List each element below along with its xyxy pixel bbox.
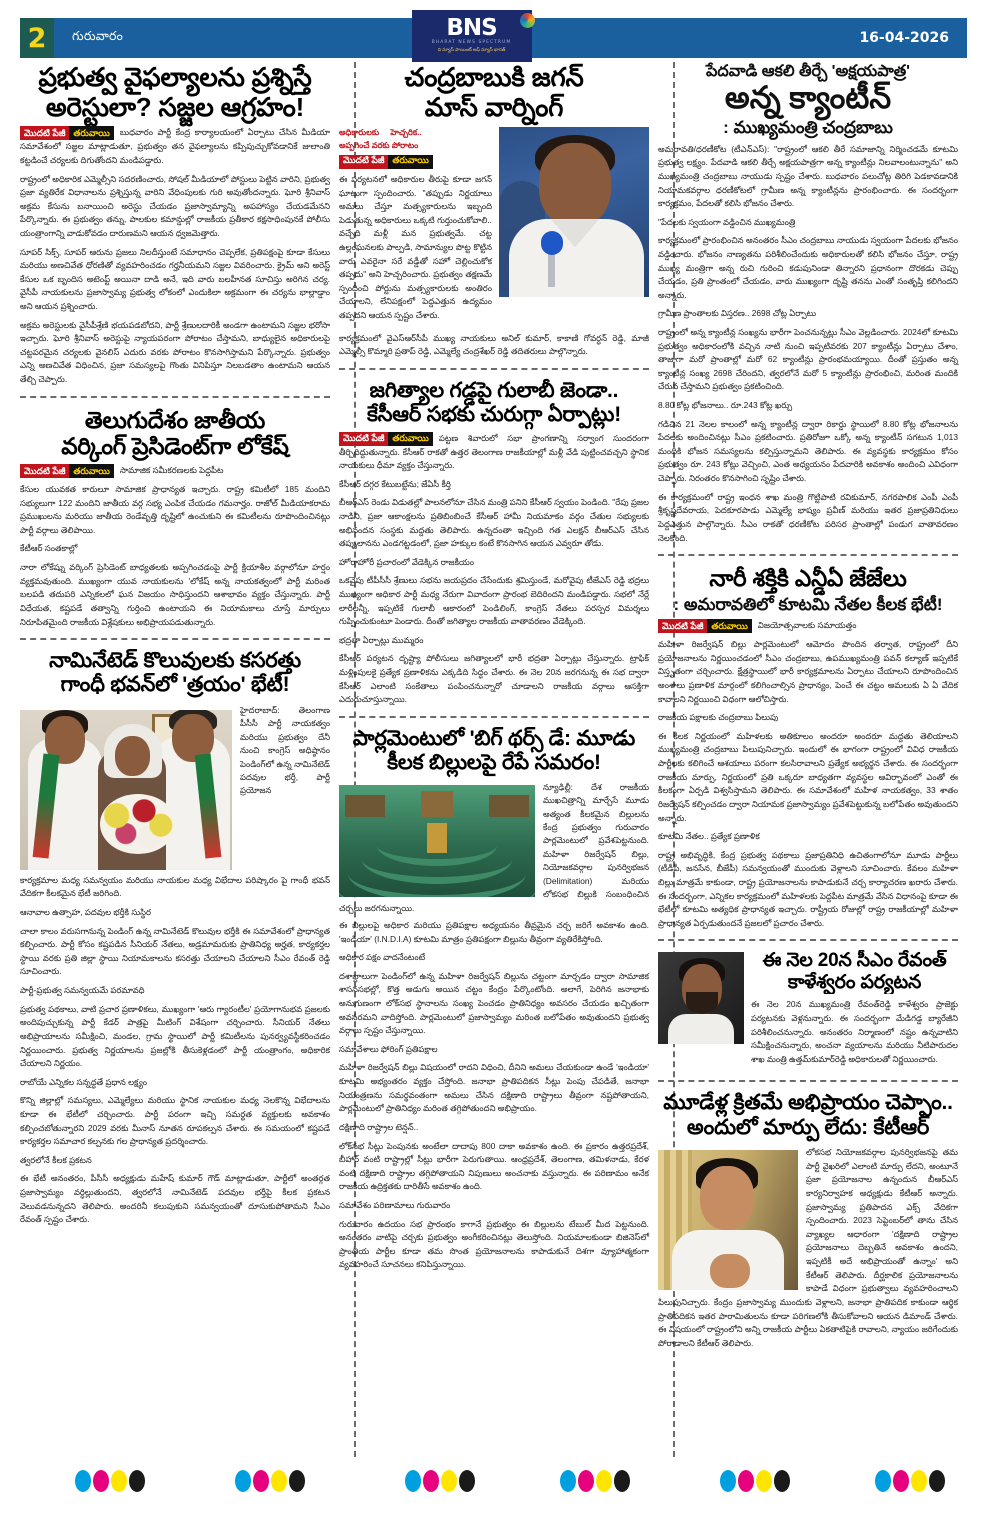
red-subhead-1: అధికారులకు xyxy=(339,128,380,138)
badge-part-2: తరువాయి xyxy=(388,155,432,169)
sub-heading: రాజకీయ పక్షాలకు చంద్రబాబు పిలుపు xyxy=(658,712,779,723)
paragraph: కార్యక్రమంలో ప్రారంభించిన అనంతరం సీఎం చంద్రబాబు నాయుడు స్వయంగా పేదలకు భోజనం వడ్డించారు. భోజనం నాణ్యతను పరిశీలించేందుకు అధికారులతో కలిసి భోజనం చేస్తూ, రాష్ట్ర ముఖ్య మంత్రిగా అన్న రుచి గురించి కడుపునిండా తిన్నారని ప్రధానంగా దొరకడు చెప్పు చేయడం, ప్రతి ప్రాంతంలో చేయడం, వారు ముఖ్యంగా దృష్టి తనను ఎంతో సంతృప్తి కలిగిందని అన్నారు. xyxy=(658,235,958,300)
photo-jagan-speaking xyxy=(499,127,649,297)
continuation-badge xyxy=(339,155,433,169)
logo-telugu-tagline: ది న్యూస్ పాయింట్ అఫ్ న్యూస్ భారత్ xyxy=(437,47,506,53)
paragraph: రాష్ట్ర అభివృద్ధికి, కేంద్ర ప్రభుత్వ పథకాలు ప్రజాప్రతినిధి ఉచితంగాలోనూ మూడు పార్టీలు (టీడీపీ, జనసేన, బీజేపీ) సమన్వయంతో ముందుకు వెళ్లాలని సూచించారు. కేవలం మహిళా బిల్లు మాత్రమే కాకుండా, రాష్ట్ర ప్రయోజనాలను కాపాడుకునే చర్చ కార్యాచరణ ఖరారు చేశారు. ఈ సందర్భంగా, ఎన్నికల కార్యక్రమంలో మహిళలకు పెద్దపీట మాత్రమే వేసిన విధానంపై కూడా ఈ భేటీలో కూటమి అత్యధిక ప్రాధాన్యత ఇచ్చారు. రాష్ట్రీయ రోజుల్లో రాష్ట్ర రాజకీయాల్లో మహిళా ప్రాధాన్యత ఏర్పడుతుందనే ప్రజలలో ప్రచారం చేశారు. xyxy=(658,849,958,928)
registration-dot xyxy=(441,1470,457,1492)
column-2 xyxy=(339,62,649,1457)
paragraph: ఈ నెల 20న ముఖ్యమంత్రి రేవంత్‌రెడ్డి కాళేశ్వరం ప్రాజెక్టు పర్యటనకు వెళ్లనున్నారు. ఈ సందర్భంగా మేడిగడ్డ బ్యారేజీని పరిశీలించనున్నారు. అనంతరం నిర్మాణంలో నష్టం ఉన్నవాటిని సమీక్షించనున్నారు, అంచనా వ్యయాలను మరియు నీటిపారుదల శాఖ మంత్రి ఉత్తమ్‌కుమార్‌రెడ్డి అధికారులతో నిర్ణయించారు. xyxy=(751,999,958,1064)
reg-mark-group xyxy=(75,1470,145,1492)
badge-part-2: తరువాయి xyxy=(69,126,113,140)
sub-heading: విజయోత్సవాలకు సమాయత్తం xyxy=(757,620,857,631)
registration-dot xyxy=(929,1470,945,1492)
paragraph: ఈ పర్యటనలో అధికారుల తీరుపై కూడా జగన్ ఘాటుగా స్పందించారు. "తప్పుడు నిర్ణయాలు అమలు చేస్తూ మత్స్యకారులను ఇబ్బంది పెడుతున్న అధికారులు ఒక్కటి గుర్తుంచుకోవాలి.. వచ్చేది మళ్లీ మన ప్రభుత్వమే. చట్ట ఉల్లంఘనలకు పాల్పడి, సామాన్యుల పొట్ట కొట్టిన వారు ఎవరైనా సరే వడ్డీతో సహో చెల్లించుకోక తప్పదు" అని హెచ్చరించారు. ప్రభుత్వం తక్షణమే స్పందించి పోర్టును మత్స్యకారులకు అంతిరం చేయాలని, లేనిపక్షంలో పెద్దఎత్తున ఉద్యమం తప్పదని ఆయన స్పష్టం చేశారు. xyxy=(339,173,492,320)
badge-part-1: మొదటి పేజీ xyxy=(20,126,69,140)
headline-subline: : అమరావతిలో కూటమి నేతల కీలక భేటీ! xyxy=(673,594,943,614)
registration-dot xyxy=(875,1470,891,1492)
sub-heading: ఆనావాల ఉత్సాహ, పదవుల భర్తీకి సుస్థిర xyxy=(20,907,151,918)
badge-part-2: తరువాయి xyxy=(388,432,432,446)
headline-line-1: చంద్రబాబుకి జగన్ xyxy=(404,62,584,92)
article-body xyxy=(339,919,649,1272)
registration-dot xyxy=(459,1470,475,1492)
page-number: 2 xyxy=(27,22,47,54)
paragraph: కార్యక్రమంలో వైఎస్ఆర్‌సీపీ ముఖ్య నాయకులు అనిల్ కుమార్, కాకాణి గోవర్ధన్ రెడ్డి, మాజీ ఎమ్మెల్సీ కొమ్మారి ప్రతాప్ రెడ్డి, ఎమ్మెల్యే చంద్రశేఖర్ రెడ్డి తదితరులు పాల్గొన్నారు. xyxy=(339,332,649,357)
paragraph: కార్యక్రమాల మధ్య సమన్వయం మరియు నాయకుల మధ్య విభేదాల పరిష్కారం పై గాంధీ భవన్ వేదికగా కీలకమైన భేటీ జరిగింది. xyxy=(20,874,330,899)
photo-gandhi-bhavan-meeting xyxy=(20,710,232,870)
registration-dot xyxy=(756,1470,772,1492)
publication-date: 16-04-2026 xyxy=(859,30,949,46)
headline-line-2: అరెస్టులా? సజ్జల ఆగ్రహం! xyxy=(45,92,305,123)
white-shirt xyxy=(668,1014,734,1044)
photo-caption: న్యూఢిల్లీ: దేశ రాజకీయ ముఖచిత్రాన్ని మార్చేసే మూడు అత్యంత కీలకమైన బిల్లులను కేంద్ర ప్రభుత్వం గురువారం పార్లమెంటులో ప్రవేశపెట్టనుంది. మహిళా రిజర్వేషన్ బిల్లు, నియోజకవర్గాల పునర్విభజన (Delimitation) మరియు లోకసభ బిల్లుకి సంబంధించిన చర్చలు జరగనున్నాయి. xyxy=(339,781,649,913)
day-label: గురువారం xyxy=(72,29,124,43)
article-nari-shakti xyxy=(658,565,958,930)
headline-line-2: మాస్ వార్నింగ్ xyxy=(424,92,564,123)
sub-heading: సమావేశాలు ఫోరింగ్ ప్రతిపక్షాల xyxy=(339,1043,438,1054)
article-body xyxy=(20,874,330,1227)
registration-dot xyxy=(893,1470,909,1492)
article-nominated-posts xyxy=(20,649,330,1227)
logo-swirl-icon xyxy=(520,13,535,28)
continuation-badge xyxy=(20,126,114,140)
paragraph: నారా లోకేష్ను వర్కింగ్ ప్రెసిడెంట్ బాధ్యతలకు అప్పగించడంపై పార్టీ క్రియాశీల వర్గాలోనూ హర్షం వ్యక్తమవుతుంది. ముఖ్యంగా యువ నాయకులను 'లోకేష్ అన్న నాయకత్వంలో పార్టీ మరింత బలపడి తదుపరి ఎన్నికలలో ఘన విజయం సాధిస్తుందని ఆశాభావం వ్యక్తం చేస్తున్నారు. పార్టీ విధేయత, కష్టపడే తత్వాన్ని గుర్తించి ఉంటాయని ఈ నియామకాలు చూస్తే మార్పులు నిరూపితమైంది రాజకీయ విశ్లేషకులు అభిప్రాయపడుతున్నారు. xyxy=(20,562,330,627)
sub-heading: హోరాహోరీ ప్రచారంలో వేడెక్కిన రాజకీయం xyxy=(339,556,475,567)
section-divider xyxy=(20,638,330,640)
paragraph: లోకసభ నియోజకవర్గాల పునర్విభజనపై తమ పార్టీ వైఖరిలో ఎలాంటి మార్పు లేదని, అంటూనే ప్రజా ప్రయోజనాల ఉన్నందున బీఆర్ఎస్ కార్యనిర్వాహక అధ్యక్షుడు కేటీఆర్ అన్నారు. ప్రజాస్వామ్య ప్రతిపాదన ఎక్స్‌ వేదికగా స్పందించారు. 2023 సెప్టెంబర్‌లో తాను చేసిన వ్యాఖ్యల ఆధారంగా 'దక్షిణాది రాష్ట్రాల ప్రయోజనాలు దెబ్బతినే అవకాశం ఉందని, ఇప్పటికీ అదే అభిప్రాయంతో ఉన్నాం' అని కేటీఆర్ తెలిపారు. దీర్ఘకాలిక ప్రయోజనాలను కాపాడే విధంగా ప్రభుత్వాలు వ్యవహరించాలని పిలుపునిచ్చారు. కేంద్రం ప్రజాస్వామ్య ముందుకు వెళ్లాలని, జనాభా ప్రాతిపదిక కాకుండా ఆర్థిక ప్రాతిపదికన ఇతర పారామితులను కూడా పరిగణలోకి తీసుకోవాలని ఆయన డిమాండ్ చేశారు. ఈ విషయంలో రాష్ట్రంలోని అన్ని రాజకీయ పార్టీలు ఏకతాటిపైకి రావాలని, న్యాయం జరిగేందుకు పోరాడాలని కేటీఆర్ తెలిపారు. xyxy=(658,1147,958,1348)
article-body xyxy=(339,432,649,707)
paragraph: గడిచిన 21 నెలల కాలంలో అన్న క్యాంటీన్ల ద్వారా రికార్డు స్థాయిలో 8.80 కోట్ల భోజనాలను పేదలకు అందించినట్లు సీఎం ప్రకటించారు. ప్రతిరోజూ ఒక్కో అన్న క్యాంటీన్ సగటున 1,013 మందికి భోజన సమస్యలను కల్పిస్తున్నామని తెలిపారు. ఈ వ్యవస్థకు కార్యక్రమం కోసం ప్రభుత్వం రూ. 243 కోట్లు వెచ్చించి, ఎంత అధ్యయనం పేదవారికి అవకాశం అందించి ఎవిధంగా చెప్పారు. నిరంతరం కొనసాగించి సృష్టిం చేశారు. xyxy=(658,418,958,484)
headline-line-1: జగిత్యాల గడ్డపై గులాబీ జెండా.. xyxy=(369,378,619,402)
mic-stick xyxy=(548,253,555,287)
sub-heading: "పేదలకు స్వయంగా వడ్డించిన ముఖ్యమంత్రి xyxy=(658,216,796,227)
badge-part-2: తరువాయి xyxy=(707,619,751,633)
headline-subline: : ముఖ్యమంత్రి చంద్రబాబు xyxy=(723,118,893,138)
section-divider xyxy=(658,939,958,941)
paragraph: కేసీఆర్ పర్యటన దృష్ట్యా పోలీసులు జగిత్యాలలో భారీ భద్రతా ఏర్పాట్లు చేస్తున్నారు. ట్రాఫిక్ మళ్లింపులకై ప్రత్యేక ప్రణాళికను ఎక్కడిది సిద్ధం చేశారు. ఈ నెల 20న జరగనున్న ఈ సభ ద్వారా కేసీఆర్ ఎలాంటి సంకేతాలు పంపించనున్నారో చూడాలని రాజకీయ వర్గాలు ఆసక్తిగా ఎదురుచూస్తున్నాయి. xyxy=(339,653,649,705)
face xyxy=(700,1166,754,1230)
photo-parliament-chamber xyxy=(339,785,535,897)
article-jagan-warning xyxy=(339,62,649,359)
section-divider xyxy=(339,716,649,718)
headline-line-1: నామినేటెడ్ కొలువులకు కసరత్తు xyxy=(49,649,301,673)
photo-caption: హైదరాబాద్: తెలంగాణ పీసీసీ పార్టీ నాయకత్వం మరియు ప్రభుత్వం దేనీ నుంచి కాంగ్రెస్ అధిష్ఠానం పెండింగ్‌లో ఉన్న నామినేటెడ్ పదవుల భర్తీ, పార్టీ ప్రయోజన xyxy=(240,704,330,796)
article-body xyxy=(658,143,958,545)
sub-heading: భద్రతా ఏర్పాట్లు ముమ్మరం xyxy=(339,634,424,645)
paragraph: కొన్ని జిల్లాల్లో సమస్యలు, ఎమ్మెల్యేలు మరియు స్థానిక నాయకుల మధ్య నెలకొన్న విభేదాలను కూడా ఈ భేటీలో చర్చించారు. పార్టీ పరంగా ఇచ్చి సమర్థత వ్యక్తులకు అవకాశం కల్పించబోతున్నారని 2029 వరకు మీనాస్ నూతన రూపకల్పన చేశారు. ఈ సమయంలో కష్టపడే కార్యకర్తల సమాచార కల్పనకు గల ప్రాధాన్యత ప్రదర్శించారు. xyxy=(20,1095,330,1147)
paragraph: కేసుల యువకత కారులూ సామాజిక ప్రాధాన్యత ఇచ్చారు. రాష్ట్ర కమిటీలో 185 మందిని సభ్యులుగా 122 మందిని జాతీయ వర్గ సభ్య ఎంపిక చేయడం గమనార్హం. రాజోల్ మీడియాకరామ ప్రముఖులను మరియు జాతీయ రెండేవృత్తి దృష్టిలో ఉంచుకుని ఈ కమిటీలను రూపొందించినట్లు పార్టీ వర్గాలు తెలిపాయి. xyxy=(20,484,330,535)
paragraph: రాష్ట్రంలో అన్న క్యాంటీన్ల సంఖ్యను భారీగా పెంచనున్నట్లు సీఎం వెల్లడించారు. 2024లో కూటమి ప్రభుత్వం అధికారంలోకి వచ్చిన నాటి నుంచి ఇప్పటివరకు 207 క్యాంటీన్లు ఏర్పాటు చేశాం, తాజాగా మరో ప్రాంతాల్లో మరో 62 క్యాంటీన్లు ప్రారంభమయ్యాయి. దీంతో ప్రస్తుతం అన్న క్యాంటీన్ల సంఖ్య 2698 చేరిందని, త్వరలోనే మరో 5 క్యాంటీన్లు ప్రారంభించి, మరింత మందికి చేరువ చేస్తామని ప్రభుత్వం ప్రకటించింది. xyxy=(658,326,958,392)
sub-heading: కూటమి నేతల.. ప్రత్యేక ప్రణాళిక xyxy=(658,831,760,842)
page-number-box xyxy=(20,18,54,58)
red-subhead-2: హెచ్చరిక.. xyxy=(390,128,422,138)
paragraph: ప్రభుత్వ పథకాలు, వాటి ప్రచార ప్రణాళికలు, ముఖ్యంగా 'ఆరు గ్యారంటీల' ప్రయోగానుభవ ప్రజలకు అందిపుచ్చుకున్న పార్టీ కేడర్ పాత్రపై మీటింగ్ విశేషంగా చర్చించారు. సీనియర్ నేతలు అభిప్రాయాలను సమీక్షించి, మండల, గ్రామ స్థాయిలో పార్టీ కమిటీలను పునర్వ్యవస్థీకరించడం నిర్ణయించారు. ప్రభుత్వ నిర్ణయాలను ప్రజల్లోకి తీసుకెళ్లడంలో పార్టీ యంత్రాంగం, అధికారిక చేయాలని నిర్ణయం. xyxy=(20,1003,330,1069)
paragraph: ఈ భేటీ అనంతరం, పీసీసీ అధ్యక్షుడు మహేష్ కుమార్ గౌడ్ మాట్లాడుతూ, పార్టీలో అంతర్గత ప్రజాస్వామ్యం వర్ధిల్లుతుందని, త్వరలోనే నామినేటెడ్ పదవుల భర్తీపై కీలక ప్రకటన వెలువడనున్నదని తెలిపారు. అందరినీ కలుపుకుని సమన్వయంతో దూసుకుపోతామని సీఎం రేవంత్ స్పష్టం చేశారు. xyxy=(20,1173,330,1225)
headline-line-2: వర్కింగ్ ప్రెసిడెంట్‌గా లోకేష్ xyxy=(61,433,289,460)
section-divider xyxy=(658,554,958,556)
sub-heading: పార్టీ-ప్రభుత్వ సమన్వయమే పరమావధి xyxy=(20,985,145,996)
paragraph: లోక్‌సభ సీట్లు పెంపునకు అంటేలా దాదాపు 800 దాకా అవకాశం ఉంది. ఈ ప్రకారం ఉత్తరప్రదేశ్, బీహార్ వంటి రాష్ట్రాల్లో సీట్లు భారీగా పెరుగుతాయి. ఆంధ్రప్రదేశ్, తెలంగాణ, తమిళనాడు, కేరళ వంటి దక్షిణాది రాష్ట్రాల తగ్గిపోతాయని నిపుణులు అంచనాకు వస్తున్నారు. ఈ పరిణామం అనేక రాజకీయ ఉద్రిక్తతకు దారితీసే అవకాశం ఉంది. xyxy=(339,1140,649,1192)
sub-heading: 8.80 కోట్ల భోజనాలు.. రూ.243 కోట్ల ఖర్చు xyxy=(658,400,793,411)
reg-mark-group xyxy=(405,1470,475,1492)
headline-line-2: కేసీఆర్ సభకు చురుగ్గా ఏర్పాట్లు! xyxy=(366,403,622,427)
logo-subtitle: BHARAT NEWS SPECTRUM xyxy=(431,40,512,46)
article-kaleshwaram-visit xyxy=(658,950,958,1071)
registration-dot xyxy=(405,1470,421,1492)
masthead-logo xyxy=(412,10,532,62)
article-kcr-meeting xyxy=(339,379,649,707)
continuation-badge xyxy=(339,432,433,446)
headline-line-1: తెలుగుదేశం జాతీయ xyxy=(84,406,266,433)
headline-line-1: మూడేళ్ల క్రితమే అభిప్రాయం చెప్పాం.. xyxy=(663,1091,953,1115)
paragraph: ఈ బిల్లులపై అధికార మరియు ప్రతిపక్షాల అధ్యయనం తీవ్రమైన చర్చ జరిగే అవకాశం ఉంది. 'ఇండియా' (I.N.D.I.A) కూటమి మాత్రం ప్రతిపక్షంగా బిల్లును తీవ్రంగా వ్యతిరేకిస్తోంది. xyxy=(339,920,649,944)
headline-line-2: కీలక బిల్లులపై రేపే సమరం! xyxy=(387,751,601,775)
registration-dot xyxy=(129,1470,145,1492)
paragraph: సూపర్ సిక్స్, సూపర్ ఆరును ప్రజలు నిలదీస్తుంటే సమాధానం చెప్పలేక, ప్రతిపక్షంపై కూడా కేసులు మరియు అణచివేత ధోరణితో వ్యవహరించడం గర్హనీయమని సజ్జల వివరించారు. క్రైమ్ అని అరెస్ట్ కేసుల ఒక బృందిస అటెంప్ట్ అయినా దాడి అనే, ఇది వారు బలహీనత సూచిస్తు అరిగిన చర్య. వైసీపీ నాయకులను ప్రజాస్వామ్య ప్రభుత్వ లోకంలో ఎందుకిలా అక్రమంగా ఈ చర్యను భాల్లాడ్డాం అని ఆయన ప్రశ్నించారు. xyxy=(20,246,330,312)
article-ktr-delimitation xyxy=(658,1091,958,1355)
article-body xyxy=(658,619,958,930)
badge-part-1: మొదటి పేజీ xyxy=(339,155,388,169)
page-masthead xyxy=(20,14,967,58)
paragraph: అమరావతి/ధరణీకోట (టీఎన్ఎస్): "రాష్ట్రంలో ఆకలి తీరే సమాజాన్ని నిర్మించడమే కూటమి ప్రభుత్వ లక్ష్యం. పేదవాడి ఆకలి తీర్చే అక్షయపాత్రగా అన్న క్యాంటీన్లు నిలవాలంటున్నాను" అని ముఖ్యమంత్రి చంద్రబాబు నాయుడు స్పష్టం చేశారు. బుధవారం పలుచోట్ల తిరిగి పెడకావడానికి నియామకవర్గాల ధరణీకోటలో గ్రామీణ అన్న క్యాంటీన్లను ప్రారంభించారు. ఈ సందర్భంగా కార్యక్రమం, పేదలతో కలిసి భోజనం చేశారు. xyxy=(658,143,958,209)
registration-dot xyxy=(111,1470,127,1492)
sub-heading: దక్షిణాది రాష్ట్రాల టెన్షన్.. xyxy=(339,1121,419,1132)
registration-dot xyxy=(738,1470,754,1492)
continuation-badge xyxy=(20,464,114,478)
sub-heading: సామాజిక సమీకరణలకు పెద్దపీట xyxy=(119,465,224,476)
columns-container xyxy=(20,62,967,1457)
registration-dot xyxy=(560,1470,576,1492)
paragraph: మహిళా రిజర్వేషన్ బిల్లు పార్లమెంటులో ఆమోదం పొందిన తర్వాత, రాష్ట్రంలో దీని ప్రయోజనాలను నిర్ణయించడంలో సీఎం చంద్రబాబు, ఉపముఖ్యమంత్రి పవన్ కల్యాణ్ ఇప్పటికే విస్తృతంగా చర్చించారు. క్షేత్రస్థాయిలో భారీ కార్యక్రమాలను ఏర్పాటు చేయాలని రూపొందించిన అంశాలు ప్రణాళిక మార్గంలో కలిగించాల్సిన ప్రాధాన్యం, పెంచే ఈ చట్టం అమలుకు ఏ ఏ వేదిక కావాలని నిర్ణయించి విధంగా ఆలోచిస్తారు. xyxy=(658,639,958,704)
photo-cm-revanth xyxy=(658,952,744,1044)
paragraph: అక్రమ అరెస్టులకు వైసీపీశ్రేణి భయపడబోదని, పార్టీ శ్రేణులదారికీ అండగా ఉంటామని సజ్జల భరోసా ఇచ్చారు. ఘోరి శ్రీనివాస్ అరెస్టుపై న్యాయపరంగా పోరాటం చేస్తామని, బాధ్యులైన అధికారులపై చట్టపరమైన చర్యలకు వైనలిస్ ఎదురు వరకు పోరాటం కొనసాగిస్తామని పేర్కొన్నారు. ప్రభుత్వం ఎన్ని అణచివేత విధించిన, ప్రజా సమస్యలపై గొంతు వినిపిస్తూ నిలబడతాం ఉంటామని ఆయన తేల్చి చెప్పారు. xyxy=(20,319,330,385)
sub-heading: కేటీఆర్ సంతకాల్లో xyxy=(20,543,78,554)
headline-line-2: కాళేశ్వరం పర్యటన xyxy=(787,972,922,994)
speaker-chair xyxy=(421,791,453,817)
section-divider xyxy=(339,368,649,370)
microphone xyxy=(541,231,563,255)
registration-dot xyxy=(578,1470,594,1492)
registration-dot xyxy=(423,1470,439,1492)
paragraph: పట్టణ శివారులో సభా ప్రాంగణాన్ని సర్వాంగ సుందరంగా తీర్చిదిద్దుతున్నారు. కేసీఆర్ రాకతో ఉత్తర తెలంగాణ రాజకీయాల్లో మళ్లీ వేడి పుట్టించవచ్చని స్థానిక నాయకులు ధీమా వ్యక్తం చేస్తున్నారు. xyxy=(339,432,649,471)
paragraph: ఈ కీలక నిర్ణయంలో మహిళలకు అతికూలం అందరూ అందరూ మద్దతు తెలియాలని ముఖ్యమంత్రి చంద్రబాబు పిలుపునిచ్చారు. ఇందులో ఈ భాగంగా రాష్ట్రంలో వివిధ రాజకీయ పార్టీలకు కలిగించే ఆశయాలు పరంగా కలసిరావాలని ప్రత్యేక అభ్యర్థన చేశారు. ఈ సందర్భంగా రాజకీయ మార్పు, నిర్ణయంలో ప్రతి ఒక్కరూ బాధ్యతగా వ్యవస్థల ఆవిర్భావంలో ఎంతో ఈ కీలకంగా ఏర్పడి విశ్వసిస్తామని తెలిపారు. ఈ సమావేశంలో మహిళ నాయకత్వం, 33 శాతం రిజర్వేషన్ కల్పించడం ద్వారా నియామక ప్రజాస్వామ్యం ప్రవేశపెట్టుకున్న బలోపేతం అవుతుందని అన్నారు. xyxy=(658,730,958,823)
column-1 xyxy=(20,62,330,1457)
article-parliament-bills xyxy=(339,727,649,1272)
desk-left xyxy=(345,795,385,817)
article-body xyxy=(751,998,958,1066)
registration-dot xyxy=(75,1470,91,1492)
sub-heading: అధికార పక్షం వాదనేంటంటే xyxy=(339,952,426,963)
headline-line-2: అందులో మార్పు లేదు: కేటీఆర్ xyxy=(686,1115,930,1139)
badge-part-1: మొదటి పేజీ xyxy=(658,619,707,633)
footer-registration-marks xyxy=(20,1462,967,1508)
headline-line-1: పార్లమెంటులో 'బిగ్ థర్స్ డే: మూడు xyxy=(352,726,636,750)
headline-kicker: పేదవాడి ఆకలి తీర్చే 'అక్షయపాత్ర' xyxy=(706,63,910,80)
badge-part-2: తరువాయి xyxy=(69,464,113,478)
sub-heading: గ్రామీణ ప్రాంతాలకు విస్తరణ.. 2698 చోట్ల ఏర్పాటు xyxy=(658,308,816,319)
article-body xyxy=(339,332,649,359)
registration-dot xyxy=(911,1470,927,1492)
headline-line-1: ఈ నెల 20న సీఎం రేవంత్ xyxy=(762,950,947,972)
registration-dot xyxy=(720,1470,736,1492)
registration-dot xyxy=(289,1470,305,1492)
paragraph: దశాబ్దాలుగా పెండింగ్‌లో ఉన్న మహిళా రిజర్వేషన్ బిల్లును చట్టంగా మార్చడం ద్వారా సామాజిక శాసనసభల్లో, కొత్త అడుగు అయిన చట్టం కేంద్రం పేర్కొంటోంది. అలాగే, పెరిగిన జనాభాకు అనుగుణంగా లోక్‌సభ స్థానాలను సంఖ్య పెంచడం ప్రాతినిధ్యం అవసరం చేయడం ఖచ్చితంగా అవసరమని వాదిస్తోంది. పార్లమెంటులో ప్రజాస్వామ్యం మరింత బలోపేతం అవుతుందని ప్రభుత్వ వర్గాలు స్పష్టం చేస్తున్నాయి. xyxy=(339,970,649,1036)
headline-main: అన్న క్యాంటీన్ xyxy=(724,80,892,116)
paragraph: బుధవారం పార్టీ కేంద్ర కార్యాలయంలో ఏర్పాటు చేసిన మీడియా సమావేశంలో సజ్జల మాట్లాడుతూ, ప్రభుత్వం తన వైఫల్యాలను కప్పిపుచ్చుకోవడానికే జులాంతి కట్టడించే చర్యలకు దిగుతోందని మండిపడ్డారు. xyxy=(20,127,330,165)
column-3 xyxy=(658,62,958,1457)
article-anna-canteen xyxy=(658,62,958,545)
reg-mark-group xyxy=(720,1470,790,1492)
registration-dot xyxy=(253,1470,269,1492)
paragraph: మహిళా రిజర్వేషన్ బిల్లు విషయంలో రాదని విధించి, దీనిని అమలు చేయకుండా ఉండే 'ఇండియా' కూటమి అభ్యంతరం వ్యక్తం చేస్తోంది. జనాభా ప్రాతిపదికన సీట్లు పెంపు చేపడితే, జనాభా నియంత్రణను సమర్థవంతంగా అమలు చేసిన దక్షిణాది రాష్ట్రాలు తీవ్రంగా నష్టపోతాయని, పార్లమెంటులో ప్రాతినిధ్యం మరింత తగ్గిపోతుందని అభిప్రాయం. xyxy=(339,1062,649,1114)
registration-dot xyxy=(614,1470,630,1492)
registration-dot xyxy=(596,1470,612,1492)
reg-mark-group xyxy=(235,1470,305,1492)
desk-right xyxy=(489,795,529,817)
badge-part-1: మొదటి పేజీ xyxy=(20,464,69,478)
paragraph: ఈ కార్యక్రమంలో రాష్ట్ర ఇంధన శాఖ మంత్రి గొట్టిపాటి రవికుమార్, నగరపాలిక ఎంపీ ఎంపీ శ్రీకృష్ణదేవరాయ, పెదకూరపాడు ఎమ్మెల్యే భాష్యం ప్రవీణ్ మరియు ఇతర ప్రజాప్రతినిధులు పెద్దఎత్తున పాల్గొన్నారు. సీఎం రాకతో ధరణీకోట పరిసర ప్రాంతాల్లో పండుగ వాతావరణం నెలకొంది. xyxy=(658,491,958,543)
sub-heading: సమావేశం పరిణామాలు గురువారం xyxy=(339,1199,451,1210)
article-sajjala xyxy=(20,62,330,387)
section-divider xyxy=(658,1080,958,1082)
article-lokesh xyxy=(20,407,330,629)
paragraph: రాష్ట్రంలో అధికారిక ఎమ్మెల్సీని సదరణించారు, సోషల్ మీడియాలో పోస్టులు పెట్టిన వారిని, ప్రభుత్వ ప్రజా వ్యతిరేక విధానాలను ప్రశ్నిస్తున్న వారిని వేధింపులకు గురి అవుతోందన్నారు. ఘోరి శ్రీనివాస్ అక్రమ కేసును బనాయించి అరెస్టు చేయడం ప్రజాస్వామ్యాన్ని అపహాస్యం చేయడమేనని పేర్కొన్నారు. ఈ ప్రభుత్వం తన్ను, పాలకుల కమాన్డుల్లో రాజకీయ ప్రతీకార కక్షసాధింపునకే పోలీసు యంత్రాంగాన్ని వాడుకోవడం దారుణమని ఆయన ధ్వజమెత్తారు. xyxy=(20,173,330,238)
logo-text: BNS xyxy=(446,14,497,41)
headline-line-2: గాంధీ భవన్‌లో 'త్రయం' భేటీ! xyxy=(60,673,290,697)
registration-dot xyxy=(271,1470,287,1492)
registration-dot xyxy=(235,1470,251,1492)
face xyxy=(539,143,611,227)
sub-heading: కేసీఆర్ దగ్గర కేటుబట్టేను; జేఏసీ కీర్తి xyxy=(339,478,451,489)
reg-mark-group xyxy=(560,1470,630,1492)
paragraph: బీఆర్ఎస్ రెండు విడుతల్లో పాలనలోనూ చేసిన మంత్రి పనిని కేసీఆర్ స్వయం పెండింది. "రేపు ప్రజల నాడిని, ప్రజా ఆకాంక్షలను ప్రతిబింబించే కేసీఆర్ హామీ నియమాకం వర్గం చేతుల సభ్యులకు అభినందన సంస్థకు మద్దతు తెలిపారు. ఉన్నదంతా ఇచ్చింది గత ఎలక్షన్ బీఆర్ఎస్ చేసిన తప్పులానను ఎండగట్టడంలో, ప్రజా హక్కుల కంటే కొనసాగిన ఆయన ఎవ్వరూ తోడు. xyxy=(339,497,649,549)
flower-bouquet xyxy=(100,794,176,854)
article-body xyxy=(20,464,330,629)
continuation-badge xyxy=(658,619,752,633)
photo-ktr xyxy=(658,1150,798,1290)
headline-main: నారీ శక్తికి ఎన్డీఏ జేజేలు xyxy=(709,565,907,592)
badge-part-1: మొదటి పేజీ xyxy=(339,432,388,446)
paragraph: చాలా కాలం వరుసగానున్న పెండింగ్ ఉన్న నామినేటెడ్ కొలువుల భర్తీకి ఈ సమావేశంలో ప్రాధాన్యత కల్పించారు. పార్టీ కోసం కష్టపడిన సీనియర్ నేతలు, అడ్రమామరుకు ప్రాతినిధ్య అర్హత, కార్యకర్తల స్థాయి వరకు ప్రతి జిల్లా స్థాయి నియామకాలను కసరత్తు చేయాలని చేయాలని సీఎం రేవంత్ రెడ్డి సూచించారు. xyxy=(20,925,330,977)
sub-heading: త్వరలోనే కీలక ప్రకటన xyxy=(20,1154,92,1165)
hands xyxy=(710,1254,750,1288)
headline-line-1: ప్రభుత్వ వైఫల్యాలను ప్రశ్నిస్తే xyxy=(38,62,312,92)
sub-heading: రాబోయే ఎన్నికల సన్నద్ధతే ప్రధాన లక్ష్యం xyxy=(20,1076,147,1087)
paragraph: గురువారం ఉదయం సభ ప్రారంభం కాగానే ప్రభుత్వం ఈ బిల్లులను టేబుల్ మీద పెట్టనుంది. అనంతరం వాటిపై చర్చకు ప్రభుత్వం అంగీకరించినట్లు తెలుస్తోంది. నియమాలకుండా బిజినెస్‌లో ప్రాంతీయ పార్టీల కూడా తమ సొంత ప్రయోజనాలను కాపాడుకునే దిశగా వ్యూహాత్మకంగా వ్యవహరించే సూచనలు కనిపిస్తున్నాయి. xyxy=(339,1218,649,1270)
article-body xyxy=(20,126,330,386)
red-subhead-3: అప్పగించే వరకు పోరాటం xyxy=(339,140,419,150)
paragraph: ఒకవైపు టీపీసీసీ శ్రేణులు సభను జయప్రదం చేసేందుకు శ్రమిస్తుండే, మరోవైపు టీజేఎస్ రెడ్డి భద్రలు ముఖ్యంగా అధికార పార్టీ మధ్య నేరుగా వివాదంగా ప్రారంభ బెదిరిందని మండిపడ్డారు. సభలో నేర్లే లారీలన్నీ, ఇప్పటికే గులాబీ ఆకారంలో పెండిలింగ్, కాంగ్రెస్ నేతలు పరస్పర విమర్శలు గుప్పించుకుంటూ పెండారు. దీంతో జగిత్యాల రాజకీయ వాతావరణం వేడెక్కింది. xyxy=(339,575,649,627)
reg-mark-group xyxy=(875,1470,945,1492)
registration-dot xyxy=(93,1470,109,1492)
section-divider xyxy=(20,396,330,398)
registration-dot xyxy=(774,1470,790,1492)
